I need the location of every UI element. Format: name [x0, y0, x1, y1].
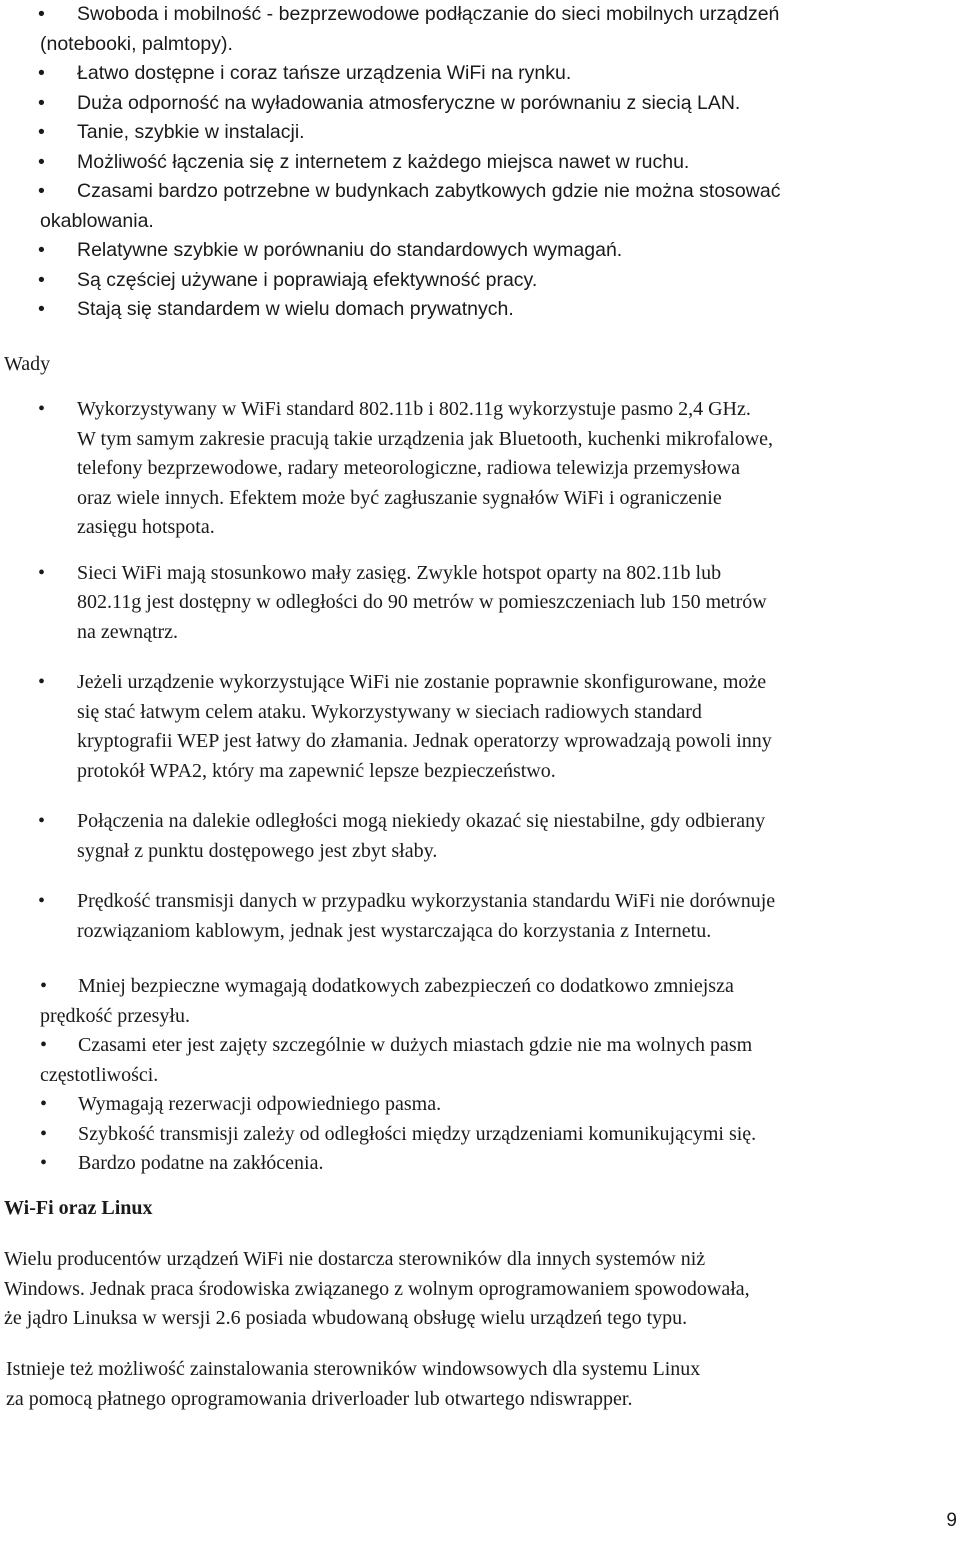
list-item-text: Możliwość łączenia się z internetem z każdego miejsca nawet w ruchu.	[77, 150, 690, 173]
bullet-icon: •	[40, 1093, 48, 1115]
list-item	[0, 236, 960, 266]
paragraph-line: że jądro Linuksa w wersji 2.6 posiada wbudowaną obsługę wielu urządzeń tego typu.	[4, 1307, 688, 1329]
disadvantages-list	[0, 395, 960, 946]
list-item-continuation: częstotliwości.	[40, 1063, 159, 1086]
list-item-text: Są częściej używane i poprawiają efektywność pracy.	[77, 268, 538, 291]
list-item-line: telefony bezprzewodowe, radary meteorologiczne, radiowa telewizja przemysłowa	[77, 457, 741, 479]
bullet-icon: •	[38, 121, 45, 143]
list-item-continuation: okablowania.	[40, 209, 154, 232]
list-item-text: Tanie, szybkie w instalacji.	[77, 121, 305, 143]
list-item-text: Stają się standardem w wielu domach prywatnych.	[77, 298, 514, 320]
list-item-line: się stać łatwym celem ataku. Wykorzystywany w sieciach radiowych standard	[77, 700, 702, 723]
bullet-icon: •	[38, 890, 46, 912]
list-item	[0, 395, 960, 543]
paragraph-line: Windows. Jednak praca środowiska związanego z wolnym oprogramowaniem spowodowała,	[4, 1277, 750, 1300]
list-item-line: kryptografii WEP jest łatwy do złamania. Jednak operatorzy wprowadzają powoli inny	[77, 730, 772, 752]
bullet-icon: •	[38, 150, 45, 173]
bullet-icon: •	[38, 398, 46, 420]
bullet-icon: •	[38, 561, 46, 584]
list-item-text: Łatwo dostępne i coraz tańsze urządzenia WiFi na rynku.	[77, 62, 572, 84]
list-item-continuation: prędkość przesyłu.	[40, 1004, 190, 1027]
advantages-list	[0, 0, 960, 325]
list-item-line: 802.11g jest dostępny w odległości do 90 metrów w pomieszczeniach lub 150 metrów	[77, 591, 767, 613]
paragraph-line: za pomocą płatnego oprogramowania driverloader lub otwartego ndiswrapper.	[6, 1387, 633, 1410]
bullet-icon: •	[38, 91, 45, 114]
bullet-icon: •	[40, 1034, 48, 1056]
list-item	[0, 148, 960, 178]
bullet-icon: •	[40, 975, 48, 997]
list-item-line: Jeżeli urządzenie wykorzystujące WiFi nie zostanie poprawnie skonfigurowane, może	[77, 671, 767, 693]
list-item-text: Szybkość transmisji zależy od odległości między urządzeniami komunikującymi się.	[78, 1122, 757, 1145]
list-item	[0, 266, 960, 296]
list-item	[0, 1149, 960, 1179]
list-item-line: Połączenia na dalekie odległości mogą niekiedy okazać się niestabilne, gdy odbierany	[77, 810, 766, 832]
list-item	[0, 295, 960, 325]
list-item	[0, 972, 960, 1031]
list-item-text: Relatywne szybkie w porównaniu do standardowych wymagań.	[77, 239, 623, 261]
list-item	[0, 1120, 960, 1150]
list-item-text: Duża odporność na wyładowania atmosferyczne w porównaniu z siecią LAN.	[77, 91, 741, 114]
list-item-line: na zewnątrz.	[77, 620, 179, 643]
paragraph-line: Istnieje też możliwość zainstalowania sterowników windowsowych dla systemu Linux	[6, 1358, 701, 1380]
paragraph	[4, 1245, 904, 1334]
bullet-icon: •	[38, 62, 45, 84]
list-item-line: Prędkość transmisji danych w przypadku wykorzystania standardu WiFi nie dorównuje	[77, 890, 776, 912]
list-item	[0, 1031, 960, 1090]
list-item-continuation: (notebooki, palmtopy).	[40, 32, 233, 55]
page-number: 9	[946, 1510, 957, 1531]
list-item	[0, 0, 960, 59]
list-item	[0, 559, 960, 648]
list-item-text: Swoboda i mobilność - bezprzewodowe podłączanie do sieci mobilnych urządzeń	[77, 3, 780, 25]
bullet-icon: •	[38, 180, 45, 202]
list-item-line: W tym samym zakresie pracują takie urządzenia jak Bluetooth, kuchenki mikrofalowe,	[77, 427, 774, 450]
list-item	[0, 89, 960, 119]
bullet-icon: •	[38, 671, 46, 693]
list-item-line: protokół WPA2, który ma zapewnić lepsze bezpieczeństwo.	[77, 759, 556, 782]
list-item-text: Czasami bardzo potrzebne w budynkach zabytkowych gdzie nie można stosować	[77, 180, 781, 202]
bullet-icon: •	[38, 298, 45, 320]
list-item-line: sygnał z punktu dostępowego jest zbyt słaby.	[77, 839, 438, 862]
bullet-icon: •	[38, 268, 45, 291]
bullet-icon: •	[38, 810, 46, 832]
list-item-line: Sieci WiFi mają stosunkowo mały zasięg. Zwykle hotspot oparty na 802.11b lub	[77, 561, 722, 584]
bullet-icon: •	[38, 239, 45, 261]
list-item	[0, 177, 960, 236]
list-item	[0, 1090, 960, 1120]
disadvantages-tail-list	[0, 972, 960, 1179]
list-item	[0, 887, 960, 946]
paragraph-line: Wielu producentów urządzeń WiFi nie dostarcza sterowników dla innych systemów niż	[4, 1248, 706, 1270]
list-item-text: Mniej bezpieczne wymagają dodatkowych zabezpieczeń co dodatkowo zmniejsza	[78, 975, 734, 997]
list-item-line: Wykorzystywany w WiFi standard 802.11b i 802.11g wykorzystuje pasmo 2,4 GHz.	[77, 398, 751, 420]
list-item-text: Czasami eter jest zajęty szczególnie w dużych miastach gdzie nie ma wolnych pasm	[78, 1034, 753, 1056]
list-item-text: Bardzo podatne na zakłócenia.	[78, 1152, 324, 1174]
disadvantages-heading: Wady	[4, 353, 51, 375]
bullet-icon: •	[38, 3, 45, 25]
list-item	[0, 118, 960, 148]
list-item	[0, 807, 960, 866]
list-item-line: oraz wiele innych. Efektem może być zagłuszanie sygnałów WiFi i ograniczenie	[77, 486, 722, 509]
section-heading: Wi-Fi oraz Linux	[4, 1197, 153, 1219]
list-item-text: Wymagają rezerwacji odpowiedniego pasma.	[78, 1093, 442, 1115]
list-item-line: rozwiązaniom kablowym, jednak jest wystarczająca do korzystania z Internetu.	[77, 919, 712, 942]
list-item-line: zasięgu hotspota.	[77, 516, 215, 538]
bullet-icon: •	[40, 1122, 48, 1145]
paragraph	[6, 1355, 906, 1414]
list-item	[0, 668, 960, 786]
bullet-icon: •	[40, 1152, 48, 1174]
list-item	[0, 59, 960, 89]
